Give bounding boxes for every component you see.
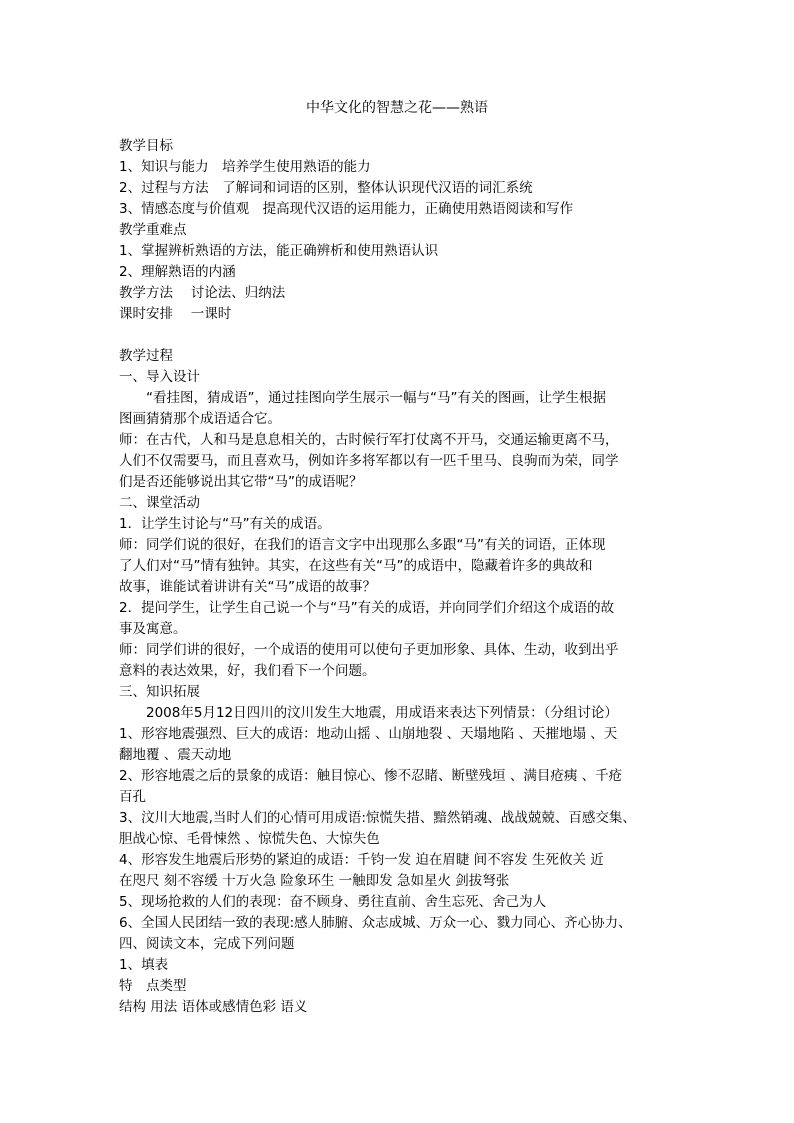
text-line: 图画猜猜那个成语适合它。 [119,411,281,427]
text-line: 四、阅读文本，完成下列问题 [119,936,295,952]
text-line: 结构 用法 语体或感情色彩 语义 [119,999,308,1015]
text-line: 特 点类型 [119,978,187,994]
text-line: 4、形容发生地震后形势的紧迫的成语：千钧一发 迫在眉睫 间不容发 生死攸关 近 [119,852,604,868]
text-line: 故事，谁能试着讲讲有关“马”成语的故事？ [119,579,376,595]
text-line: 5、现场抢救的人们的表现：奋不顾身、勇往直前、舍生忘死、舍己为人 [119,894,547,910]
text-line: 2、过程与方法 了解词和词语的区别，整体认识现代汉语的词汇系统 [119,180,533,196]
text-line: 1．让学生讨论与“马”有关的成语。 [119,516,331,532]
text-line: 课时安排 一课时 [119,306,232,322]
text-line: 2008年5月12日四川的汶川发生大地震，用成语来表达下列情景：（分组讨论） [119,705,618,721]
text-line: “看挂图，猜成语”，通过挂图向学生展示一幅与“马”有关的图画，让学生根据 [119,390,606,406]
text-line: 在咫尺 刻不容缓 十万火急 险象环生 一触即发 急如星火 剑拔弩张 [119,873,510,889]
text-line: 3、情感态度与价值观 提高现代汉语的运用能力，正确使用熟语阅读和写作 [119,201,574,217]
text-line: 翻地覆 、震天动地 [119,747,232,763]
text-line: 二、课堂活动 [119,495,200,511]
text-line: 6、全国人民团结一致的表现:感人肺腑、众志成城、万众一心、戮力同心、齐心协力、 [119,915,632,931]
text-line: 教学目标 [119,138,173,154]
text-line: 师：在古代，人和马是息息相关的，古时候行军打仗离不开马，交通运输更离不马， [119,432,619,448]
text-line: 2、形容地震之后的景象的成语：触目惊心、惨不忍睹、断壁残垣 、满目疮痍 、千疮 [119,768,623,784]
text-line: 1、形容地震强烈、巨大的成语：地动山摇 、山崩地裂 、天塌地陷 、天摧地塌 、天 [119,726,618,742]
text-line: 师：同学们讲的很好，一个成语的使用可以使句子更加形象、具体、生动，收到出乎 [119,642,619,658]
text-line: 2、理解熟语的内涵 [119,264,236,280]
blank-line [119,325,679,346]
text-line: 三、知识拓展 [119,684,200,700]
text-line: 3、汶川大地震,当时人们的心情可用成语:惊慌失措、黯然销魂、战战兢兢、百感交集、 [119,810,636,826]
text-line: 意料的表达效果，好，我们看下一个问题。 [119,663,376,679]
text-line: 2．提问学生，让学生自己说一个与“马”有关的成语，并向同学们介绍这个成语的故 [119,600,615,616]
text-line: 人们不仅需要马，而且喜欢马，例如许多将军都以有一匹千里马、良驹而为荣，同学 [119,453,619,469]
text-line: 1、知识与能力 培养学生使用熟语的能力 [119,159,371,175]
text-line: 胆战心惊、毛骨悚然 、惊慌失色、大惊失色 [119,831,380,847]
document-title: 中华文化的智慧之花——熟语 [306,100,488,116]
text-line: 1、填表 [119,957,169,973]
text-line: 百孔 [119,789,146,805]
text-line: 事及寓意。 [119,621,187,637]
text-line: 教学过程 [119,348,173,364]
document-body [119,136,679,1018]
text-line: 师：同学们说的很好，在我们的语言文字中出现那么多跟“马”有关的词语，正体现 [119,537,606,553]
text-line: 教学重难点 [119,222,187,238]
text-line: 一、导入设计 [119,369,200,385]
text-line: 1、掌握辨析熟语的方法，能正确辨析和使用熟语认识 [119,243,439,259]
text-line: 们是否还能够说出其它带“马”的成语呢？ [119,474,363,490]
text-line: 教学方法 讨论法、归纳法 [119,285,286,301]
text-line: 了人们对“马”情有独钟。其实，在这些有关“马”的成语中，隐藏着许多的典故和 [119,558,593,574]
